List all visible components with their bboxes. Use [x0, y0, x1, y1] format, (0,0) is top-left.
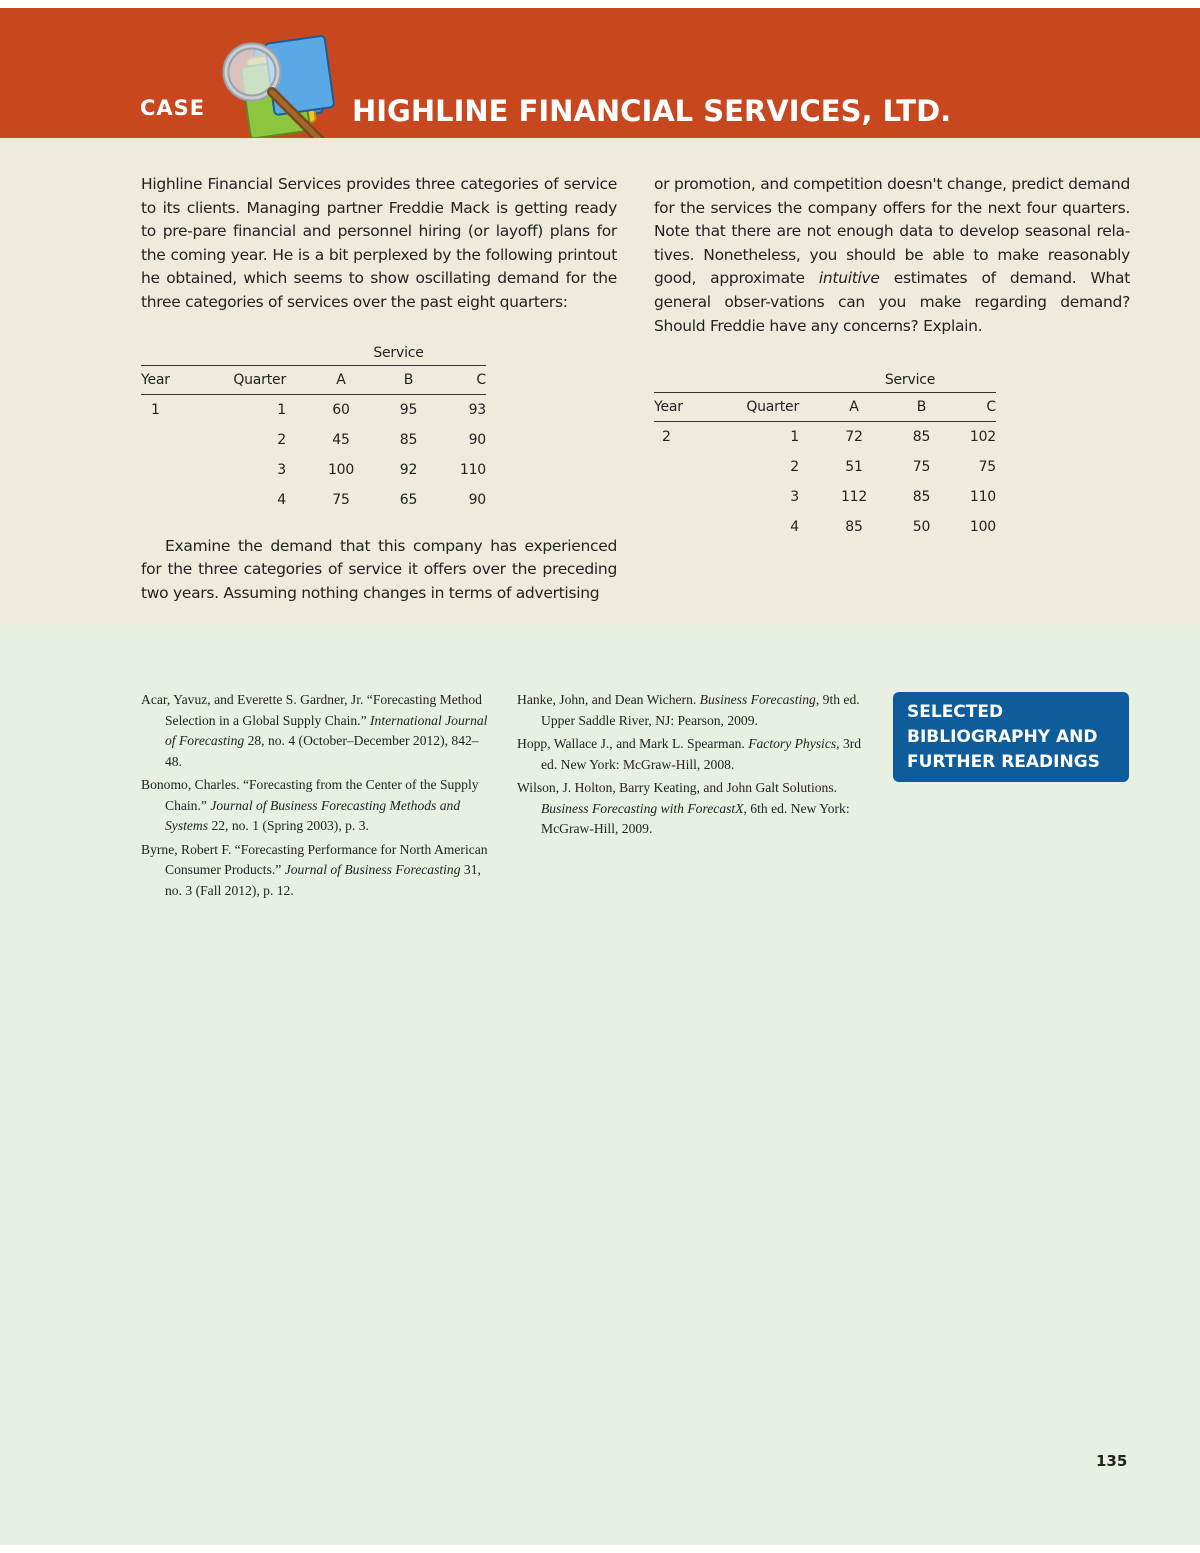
entry-details: , 6th ed. New York: McGraw-Hill, 2009. — [541, 800, 850, 836]
year-cell — [141, 485, 196, 515]
entry-details: , 9th ed. Upper Saddle River, NJ: Pearson, 2009. — [541, 692, 860, 728]
c-cell: 75 — [978, 459, 996, 476]
case-left-column — [141, 173, 617, 605]
table-row — [141, 394, 486, 425]
entry-title: Business Forecasting with ForecastX — [541, 800, 744, 816]
quarter-cell: 3 — [790, 489, 799, 506]
bibliography-heading-line-1: SELECTED — [907, 702, 1004, 722]
bibliography-column-1 — [141, 690, 493, 904]
quarter-header: Quarter — [196, 365, 311, 394]
demand-table-year2 — [654, 360, 996, 542]
year-cell — [141, 425, 196, 455]
a-header: A — [824, 393, 884, 422]
quarter-cell: 1 — [277, 401, 286, 418]
table-row — [141, 485, 486, 515]
c-cell: 110 — [459, 461, 486, 478]
table-row — [654, 452, 996, 482]
a-cell: 112 — [840, 489, 868, 506]
table-row — [141, 455, 486, 485]
c-header: C — [446, 365, 486, 394]
table-row — [654, 422, 996, 453]
b-cell: 85 — [912, 489, 931, 506]
question-text-2: estimates of demand. What general obser-vations can you make regarding demand? Should Freddie have any concerns? Explain. — [654, 269, 1130, 335]
case-title: HIGHLINE FINANCIAL SERVICES, LTD. — [352, 94, 952, 128]
b-cell: 85 — [399, 431, 418, 448]
quarter-cell: 2 — [277, 431, 286, 448]
service-header: Service — [824, 360, 996, 393]
bibliography-entry — [141, 775, 493, 837]
demand-table-year1 — [141, 333, 486, 515]
case-examine-paragraph: Examine the demand that this company has experienced for the three categories of service it offers over the preceding two years. Assuming nothing changes in terms of advertising — [141, 536, 617, 602]
entry-title: International Journal of Forecasting — [165, 712, 488, 748]
year-header: Year — [654, 393, 709, 422]
entry-text: Byrne, Robert F. “Forecasting Performance for North American Consumer Products.” — [141, 841, 488, 877]
a-cell: 100 — [327, 461, 355, 478]
b-cell: 92 — [399, 461, 418, 478]
c-cell: 100 — [969, 519, 996, 536]
table-row — [654, 482, 996, 512]
a-cell: 75 — [332, 491, 350, 508]
quarter-cell: 1 — [790, 429, 799, 446]
entry-text: Hopp, Wallace J., and Mark L. Spearman. — [517, 736, 749, 751]
b-cell: 95 — [399, 401, 418, 418]
c-cell: 110 — [969, 489, 996, 506]
b-cell: 85 — [912, 429, 931, 446]
bibliography-entry — [517, 734, 867, 775]
a-cell: 60 — [332, 401, 350, 418]
page-number: 135 — [1096, 1452, 1128, 1470]
entry-details: , 3rd ed. New York: McGraw-Hill, 2008. — [541, 736, 862, 772]
entry-details: 28, no. 4 (October–December 2012), 842–48. — [165, 733, 479, 769]
quarter-header: Quarter — [709, 393, 824, 422]
c-cell: 90 — [468, 431, 486, 448]
entry-text: Wilson, J. Holton, Barry Keating, and John Galt Solutions. — [517, 780, 838, 795]
entry-title: Journal of Business Forecasting — [284, 862, 461, 877]
entry-title: Factory Physics — [748, 736, 837, 751]
year-cell — [141, 455, 196, 485]
c-cell: 90 — [468, 491, 486, 508]
year-cell: 1 — [151, 401, 160, 418]
entry-text: Acar, Yavuz, and Everette S. Gardner, Jr. “Forecasting Method Selection in a Global Supply Chain.” — [141, 692, 482, 728]
quarter-cell: 3 — [277, 461, 286, 478]
year-header: Year — [141, 365, 196, 394]
entry-details: 22, no. 1 (Spring 2003), p. 3. — [208, 818, 369, 833]
year-cell — [654, 512, 709, 542]
bibliography-heading-line-2: BIBLIOGRAPHY AND — [907, 727, 1098, 747]
c-cell: 93 — [468, 401, 486, 418]
bibliography-entry — [517, 690, 867, 731]
bibliography-column-2 — [517, 690, 867, 843]
bibliography-entry — [517, 778, 867, 840]
b-cell: 50 — [912, 519, 931, 536]
bibliography-heading-box — [893, 692, 1129, 782]
b-header: B — [884, 393, 959, 422]
c-cell: 102 — [969, 429, 996, 446]
a-cell: 85 — [845, 519, 863, 536]
bibliography-entry — [141, 690, 493, 772]
case-label: CASE — [140, 96, 206, 120]
quarter-cell: 4 — [277, 491, 286, 508]
entry-title: Journal of Business Forecasting Methods and Systems — [165, 797, 461, 833]
case-question-paragraph — [654, 173, 1130, 338]
b-header: B — [371, 365, 446, 394]
question-text-1: or promotion, and competition doesn't change, predict demand for the services the company offers for the next four quarters. Note that there are not enough data to develop seasonal rela-tives. Nonetheless, you should be able to make reasonably good, approximate — [654, 175, 1130, 288]
case-intro-paragraph: Highline Financial Services provides three categories of service to its clients. Managing partner Freddie Mack is getting ready to pre-pare financial and personnel hiring (or layoff) plans for the coming year. He is a bit perplexed by the following printout he obtained, which seems to show oscillating demand for the three categories of services over the past eight quarters: — [141, 175, 617, 311]
service-header: Service — [311, 333, 486, 366]
entry-text: Bonomo, Charles. “Forecasting from the Center of the Supply Chain.” — [141, 777, 479, 813]
bibliography-heading-line-3: FURTHER READINGS — [907, 752, 1100, 772]
entry-details: 31, no. 3 (Fall 2012), p. 12. — [165, 862, 481, 898]
a-cell: 51 — [845, 459, 863, 476]
entry-text: Hanke, John, and Dean Wichern. — [517, 692, 700, 707]
service-header-row — [654, 360, 996, 393]
entry-title: Business Forecasting — [699, 692, 816, 707]
a-cell: 72 — [845, 429, 863, 446]
year-cell — [654, 452, 709, 482]
quarter-cell: 2 — [790, 459, 799, 476]
column-header-row — [654, 393, 996, 422]
bibliography-entry — [141, 840, 493, 902]
question-emphasis: intuitive — [818, 269, 880, 288]
quarter-cell: 4 — [790, 519, 799, 536]
case-right-column — [654, 173, 1130, 542]
b-cell: 65 — [399, 491, 418, 508]
c-header: C — [959, 393, 996, 422]
table-row — [654, 512, 996, 542]
a-header: A — [311, 365, 371, 394]
b-cell: 75 — [912, 459, 931, 476]
table-row — [141, 425, 486, 455]
column-header-row — [141, 365, 486, 394]
a-cell: 45 — [332, 431, 350, 448]
year-cell — [654, 482, 709, 512]
service-header-row — [141, 333, 486, 366]
page-bottom-margin — [0, 1545, 1200, 1553]
year-cell: 2 — [662, 429, 671, 446]
